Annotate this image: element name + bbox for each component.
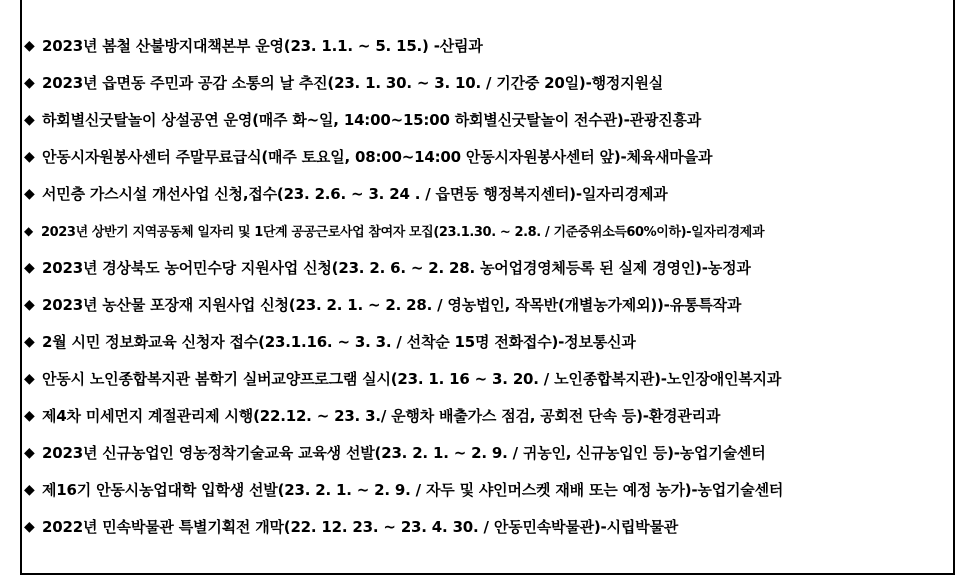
notice-list [24,27,952,545]
notice-text: 2023년 읍면동 주민과 공감 소통의 날 추진(23. 1. 30. ~ 3. 10. / 기간중 20일)-행정지원실 [42,74,664,92]
diamond-bullet-icon: ◆ [24,223,33,238]
notice-item[interactable] [24,397,952,434]
notice-text: 2023년 봄철 산불방지대책본부 운영(23. 1.1. ~ 5. 15.) -산림과 [42,37,483,55]
notice-item[interactable] [24,249,952,286]
notice-text: 2022년 민속박물관 특별기획전 개막(22. 12. 23. ~ 23. 4. 30. / 안동민속박물관)-시립박물관 [42,518,679,536]
notice-text: 하회별신굿탈놀이 상설공연 운영(매주 화~일, 14:00~15:00 하회별신굿탈놀이 전수관)-관광진흥과 [42,111,702,129]
diamond-bullet-icon: ◆ [24,296,35,313]
diamond-bullet-icon: ◆ [24,518,35,535]
notice-item[interactable] [24,212,952,249]
notice-text: 제16기 안동시농업대학 입학생 선발(23. 2. 1. ~ 2. 9. / 자두 및 샤인머스켓 재배 또는 예정 농가)-농업기술센터 [42,481,784,499]
notice-item[interactable] [24,175,952,212]
diamond-bullet-icon: ◆ [24,259,35,276]
notice-item[interactable] [24,27,952,64]
notice-item[interactable] [24,101,952,138]
notice-text: 2023년 경상북도 농어민수당 지원사업 신청(23. 2. 6. ~ 2. 28. 농어업경영체등록 된 실제 경영인)-농정과 [42,259,751,277]
diamond-bullet-icon: ◆ [24,111,35,128]
notice-text: 2월 시민 정보화교육 신청자 접수(23.1.16. ~ 3. 3. / 선착순 15명 전화접수)-정보통신과 [42,333,636,351]
diamond-bullet-icon: ◆ [24,185,35,202]
notice-text: 2023년 신규농업인 영농정착기술교육 교육생 선발(23. 2. 1. ~ 2. 9. / 귀농인, 신규농입인 등)-농업기술센터 [42,444,766,462]
notice-item[interactable] [24,434,952,471]
notice-item[interactable] [24,360,952,397]
diamond-bullet-icon: ◆ [24,333,35,350]
diamond-bullet-icon: ◆ [24,407,35,424]
diamond-bullet-icon: ◆ [24,444,35,461]
diamond-bullet-icon: ◆ [24,74,35,91]
notice-text: 2023년 상반기 지역공동체 일자리 및 1단계 공공근로사업 참여자 모집(23.1.30. ~ 2.8. / 기준중위소득60%이하)-일자리경제과 [41,225,765,240]
notice-item[interactable] [24,64,952,101]
notice-item[interactable] [24,471,952,508]
diamond-bullet-icon: ◆ [24,370,35,387]
notice-text: 제4차 미세먼지 계절관리제 시행(22.12. ~ 23. 3./ 운행차 배출가스 점검, 공회전 단속 등)-환경관리과 [42,407,721,425]
notice-text: 안동시자원봉사센터 주말무료급식(매주 토요일, 08:00~14:00 안동시자원봉사센터 앞)-체육새마을과 [42,148,713,166]
notice-text: 2023년 농산물 포장재 지원사업 신청(23. 2. 1. ~ 2. 28. / 영농법인, 작목반(개별농가제외))-유통특작과 [42,296,742,314]
diamond-bullet-icon: ◆ [24,148,35,165]
notice-text: 서민층 가스시설 개선사업 신청,접수(23. 2.6. ~ 3. 24 . / 읍면동 행정복지센터)-일자리경제과 [42,185,668,203]
notice-item[interactable] [24,323,952,360]
notice-text: 안동시 노인종합복지관 봄학기 실버교양프로그램 실시(23. 1. 16 ~ 3. 20. / 노인종합복지관)-노인장애인복지과 [42,370,782,388]
diamond-bullet-icon: ◆ [24,37,35,54]
diamond-bullet-icon: ◆ [24,481,35,498]
notice-item[interactable] [24,138,952,175]
notice-item[interactable] [24,286,952,323]
notice-item[interactable] [24,508,952,545]
